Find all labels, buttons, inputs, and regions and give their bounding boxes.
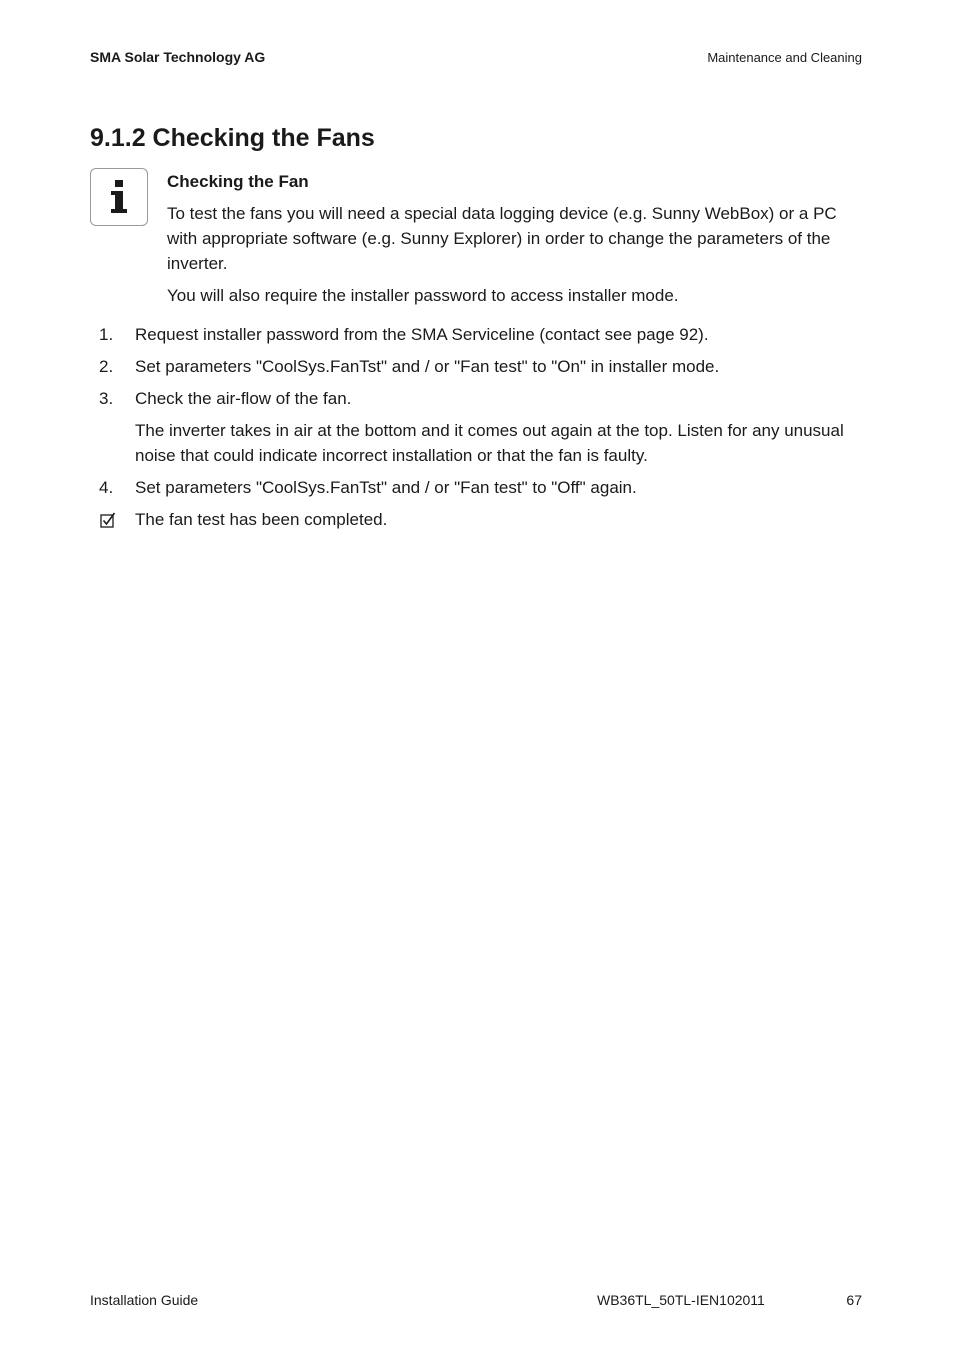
step-item xyxy=(90,354,870,379)
step-text: Check the air-flow of the fan. xyxy=(135,389,352,408)
step-text: Set parameters "CoolSys.FanTst" and / or "Fan test" to "Off" again. xyxy=(135,478,637,497)
step-item xyxy=(90,386,870,411)
result-item xyxy=(90,507,870,535)
result-text: The fan test has been completed. xyxy=(135,510,388,529)
header-chapter: Maintenance and Cleaning xyxy=(707,50,862,65)
step-number: 2. xyxy=(99,357,114,376)
info-block xyxy=(167,169,867,315)
checkbox-checked-icon xyxy=(90,507,135,535)
step-text: Request installer password from the SMA Serviceline (contact see page 92). xyxy=(135,325,709,344)
step-number: 4. xyxy=(99,478,114,497)
step-item xyxy=(90,322,870,347)
section-title: 9.1.2 Checking the Fans xyxy=(90,124,375,152)
step-text: Set parameters "CoolSys.FanTst" and / or "Fan test" to "On" in installer mode. xyxy=(135,357,720,376)
footer-page-number: 67 xyxy=(846,1292,862,1308)
step-item xyxy=(90,475,870,500)
info-paragraph: To test the fans you will need a special data logging device (e.g. Sunny WebBox) or a PC with appropriate software (e.g. Sunny Explorer) in order to change the parameters of the inverter. xyxy=(167,204,837,273)
step-number: 1. xyxy=(99,325,114,344)
info-icon xyxy=(90,168,148,226)
step-note: The inverter takes in air at the bottom and it comes out again at the top. Listen for any unusual noise that could indicate incorrect installation or that the fan is faulty. xyxy=(135,421,844,465)
footer-doc-type: Installation Guide xyxy=(90,1292,199,1308)
info-paragraph: You will also require the installer password to access installer mode. xyxy=(167,286,679,305)
info-heading: Checking the Fan xyxy=(167,172,309,191)
footer-doc-code: WB36TL_50TL-IEN102011 xyxy=(597,1292,765,1308)
step-list xyxy=(90,322,870,535)
step-number: 3. xyxy=(99,389,114,408)
header-company: SMA Solar Technology AG xyxy=(90,49,266,65)
info-glyph-icon xyxy=(109,180,129,214)
